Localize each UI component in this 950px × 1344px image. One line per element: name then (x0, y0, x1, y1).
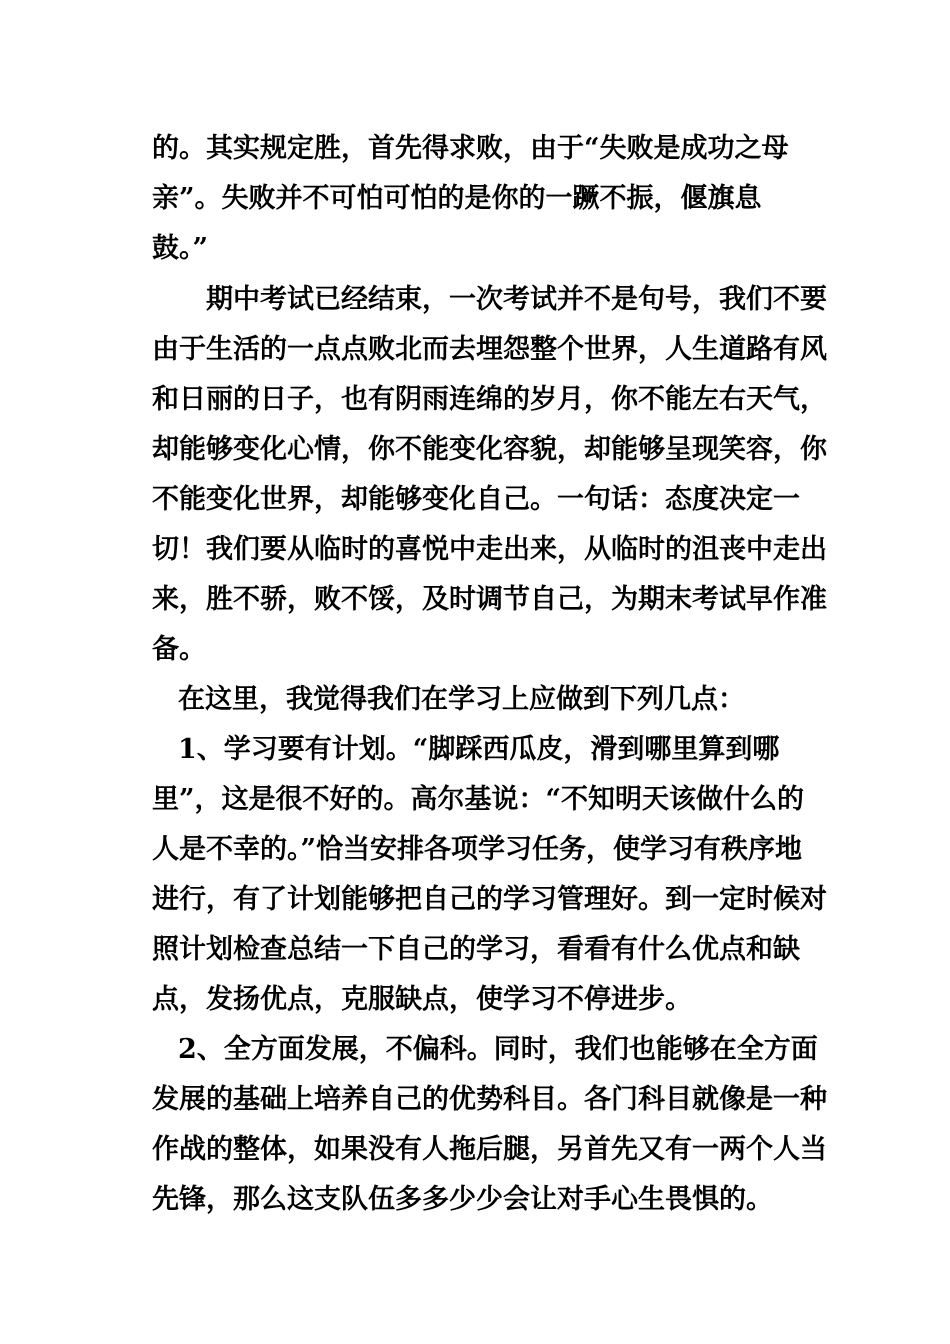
text-line: 先锋，那么这支队伍多多少少会让对手心生畏惧的。 (152, 1184, 773, 1215)
text-line: 由于生活的一点点败北而去埋怨整个世界，人生道路有风 (152, 334, 827, 365)
text-line: 的。其实规定胜，首先得求败，由于“失败是成功之母 (152, 133, 789, 164)
text-line: 照计划检查总结一下自己的学习，看看有什么优点和缺 (152, 934, 800, 965)
text-line: 发展的基础上培养自己的优势科目。各门科目就像是一种 (152, 1084, 827, 1115)
text-line: 进行，有了计划能够把自己的学习管理好。到一定时候对 (152, 884, 827, 915)
text-line: 不能变化世界，却能够变化自己。一句话：态度决定一 (152, 484, 800, 515)
text-line: 鼓。” (152, 233, 209, 264)
paragraph-start-line: 期中考试已经结束，一次考试并不是句号，我们不要 (206, 284, 827, 315)
text-line: 却能够变化心情，你不能变化容貌，却能够呈现笑容，你 (152, 434, 827, 465)
text-line: 作战的整体，如果没有人拖后腿，另首先又有一两个人当 (152, 1134, 827, 1165)
text-line: 点，发扬优点，克服缺点，使学习不停进步。 (152, 984, 692, 1015)
text-line: 亲”。失败并不可怕可怕的是你的一蹶不振，偃旗息 (152, 183, 762, 214)
text-line: 和日丽的日子，也有阴雨连绵的岁月，你不能左右天气， (152, 384, 827, 415)
paragraph-start-line: 在这里，我觉得我们在学习上应做到下列几点： (178, 684, 745, 715)
text-line: 备。 (152, 634, 206, 665)
list-item-1-start: 1、学习要有计划。“脚踩西瓜皮，滑到哪里算到哪 (178, 734, 780, 765)
list-item-2-start: 2、全方面发展，不偏科。同时，我们也能够在全方面 (178, 1034, 818, 1065)
text-line: 里”，这是很不好的。高尔基说：“不知明天该做什么的 (152, 784, 805, 815)
text-line: 来，胜不骄，败不馁，及时调节自己，为期末考试早作准 (152, 584, 827, 615)
text-line: 人是不幸的。”恰当安排各项学习任务，使学习有秩序地 (152, 834, 803, 865)
text-line: 切！我们要从临时的喜悦中走出来，从临时的沮丧中走出 (152, 534, 827, 565)
